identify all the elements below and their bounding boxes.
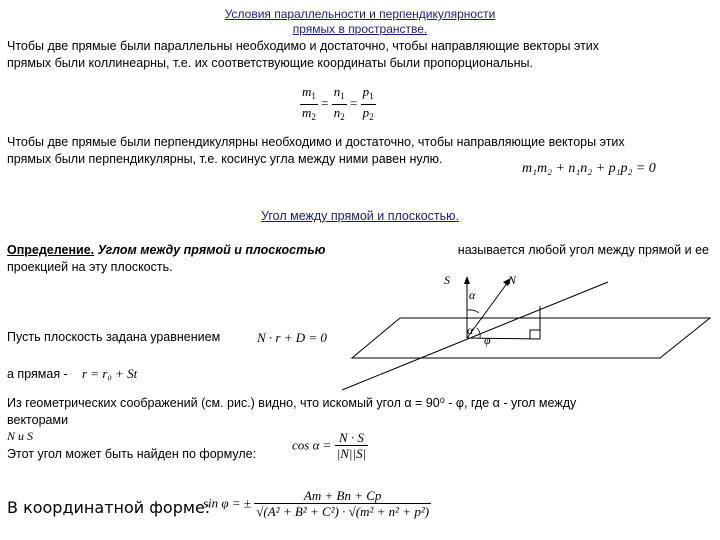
plane-diagram <box>340 268 720 398</box>
alpha-arc <box>467 310 479 313</box>
parallel-text-line1: Чтобы две прямые были параллельны необходимо и достаточно, чтобы направляющие векторы этих <box>7 39 600 53</box>
projection-line <box>467 338 540 339</box>
parallel-formula: $\frac{m_1}{m_2}$ = $\frac{n_1}{n_2}$ = $\frac{p_1}{p_2}$ <box>302 84 374 122</box>
vectors-label: N и S <box>7 429 34 443</box>
label-alpha-top: α <box>469 288 476 302</box>
definition-line1: Определение. Углом между прямой и плоскостью называется любой угол между прямой и ее <box>7 243 709 257</box>
cos-formula: cos α = $\frac{N \cdot S}{|N||S|}$ <box>292 430 367 461</box>
sin-formula: sin φ = ± $\frac{Am + Bn + Cp}{\text{√(A² + B² + C²) · √(m² + n² + p²)}}$ <box>203 488 430 519</box>
plane-equation: N · r + D = 0 <box>257 330 327 345</box>
page-title-line2: прямых в пространстве. <box>292 22 428 36</box>
coord-text: В координатной форме: <box>7 498 211 517</box>
label-n: N <box>508 273 517 287</box>
parallel-text-line2: прямых были коллинеарны, т.е. их соответствующие координаты были пропорциональны. <box>7 56 534 70</box>
perpendicular-text-line1: Чтобы две прямые были перпендикулярны необходимо и достаточно, чтобы направляющие векторы этих <box>7 135 625 149</box>
phi-arc <box>477 328 480 338</box>
right-angle-mark <box>530 330 540 339</box>
normal-arrowhead <box>464 276 470 284</box>
geom-text-line2: векторами <box>7 413 69 427</box>
label-s: S <box>444 273 450 287</box>
perpendicular-formula: m₁m₂ + n₁n₂ + p₁p₂ = 0 <box>522 161 656 176</box>
line-equation: r = r₀ + St <box>82 366 138 381</box>
formula-text: Этот угол может быть найден по формуле: <box>7 447 257 461</box>
perpendicular-text-line2: прямых были перпендикулярны, т.е. косинус угла между ними равен нулю. <box>7 152 443 166</box>
geom-text-line1: Из геометрических соображений (см. рис.) видно, что искомый угол α = 90⁰ - φ, где α - угол между <box>7 396 577 410</box>
plane-shape <box>352 318 710 358</box>
page-title: Условия параллельности и перпендикулярности <box>224 7 496 21</box>
plane-text: Пусть плоскость задана уравнением <box>7 330 221 344</box>
line-text: а прямая - <box>7 367 68 381</box>
definition-line2: проекцией на эту плоскость. <box>7 260 173 274</box>
section-title: Угол между прямой и плоскостью. <box>261 209 459 223</box>
label-phi: φ <box>484 333 491 347</box>
label-alpha-bottom: α <box>467 323 474 337</box>
